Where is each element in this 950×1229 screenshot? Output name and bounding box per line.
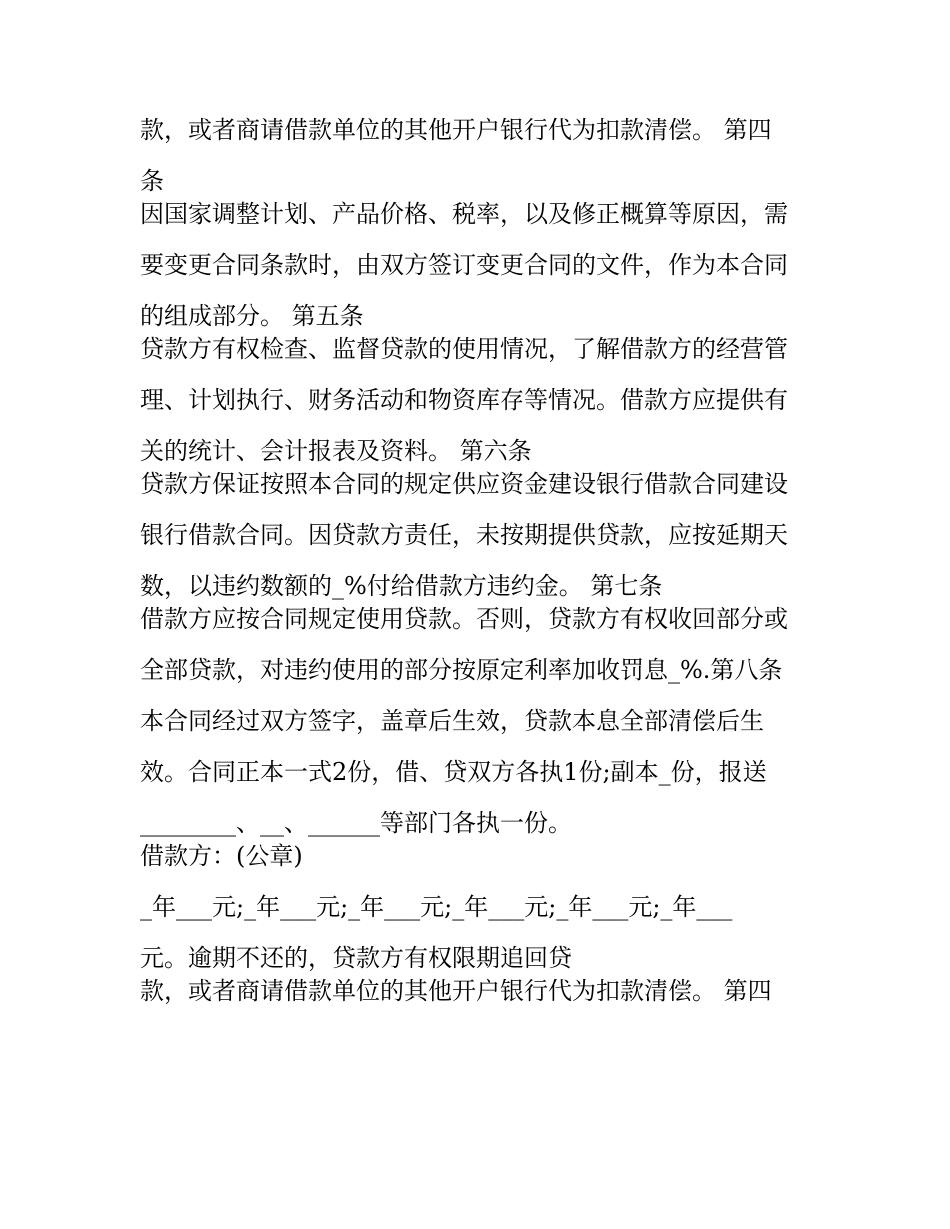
text-line: 因国家调整计划、产品价格、税率，以及修正概算等原因，需	[140, 200, 788, 228]
text-line: 关的统计、会计报表及资料。 第六条	[140, 437, 532, 465]
text-line: 元。逾期不还的，贷款方有权限期追回贷	[140, 944, 572, 972]
text-line: 全部贷款，对违约使用的部分按原定利率加收罚息_%.第八条	[140, 656, 783, 684]
text-line: 借款方应按合同规定使用贷款。否则，贷款方有权收回部分或	[140, 605, 788, 633]
text-line: 条	[140, 167, 164, 195]
text-line: 数，以违约数额的_%付给借款方违约金。 第七条	[140, 572, 663, 600]
text-line: 理、计划执行、财务活动和物资库存等情况。借款方应提供有	[140, 386, 788, 414]
text-line: 款，或者商请借款单位的其他开户银行代为扣款清偿。 第四	[140, 116, 772, 144]
text-line: 要变更合同条款时，由双方签订变更合同的文件，作为本合同	[140, 251, 788, 279]
text-line: 效。合同正本一式2份，借、贷双方各执1份;副本_份，报送	[140, 758, 767, 786]
text-line: 银行借款合同。因贷款方责任，未按期提供贷款，应按延期天	[140, 521, 788, 549]
text-line: 的组成部分。 第五条	[140, 302, 364, 330]
text-line: 本合同经过双方签字，盖章后生效，贷款本息全部清偿后生	[140, 707, 764, 735]
text-line: 贷款方保证按照本合同的规定供应资金建设银行借款合同建设	[140, 470, 788, 498]
text-line: 借款方：(公章)	[140, 842, 303, 870]
text-line: _年___元;_年___元;_年___元;_年___元;_年___元;_年___	[140, 893, 733, 921]
text-line: 贷款方有权检查、监督贷款的使用情况，了解借款方的经营管	[140, 335, 788, 363]
text-line: 款，或者商请借款单位的其他开户银行代为扣款清偿。 第四	[140, 977, 772, 1005]
document-body	[140, 108, 820, 1020]
text-line: ________、__、______等部门各执一份。	[140, 809, 572, 837]
